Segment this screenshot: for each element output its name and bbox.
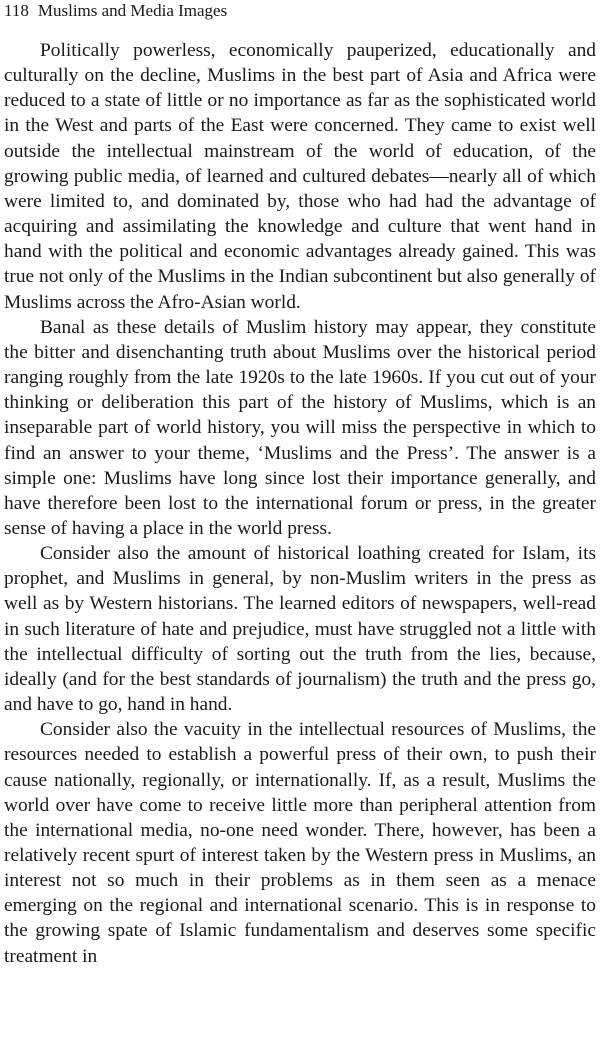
paragraph: Politically powerless, economically pauperized, educationally and culturally on the decline, Muslims in the best part of Asia and Africa were reduced to a state of little or no importance as far as the sophisticated world in the West and parts of the East were concerned. They came to exist well outside the intellectual mainstream of the world of education, of the growing public media, of learned and cultured debates—nearly all of which were limited to, and dominated by, those who had had the advantage of acquiring and assimilating the knowledge and culture that went hand in hand with the political and economic advantages already gained. This was true not only of the Muslims in the Indian subcontinent but also generally of Muslims across the Afro-Asian world. xyxy=(4,40,596,313)
paragraph: Consider also the vacuity in the intellectual resources of Muslims, the resources needed to establish a powerful press of their own, to push their cause nationally, regionally, or internationally. If, as a result, Muslims the world over have come to receive little more than peripheral attention from the international media, no-one need wonder. There, however, has been a relatively recent spurt of interest taken by the Western press in Muslims, an interest not so much in their problems as in them seen as a menace emerging on the regional and international scenario. This is in response to the growing spate of Islamic fundamentalism and deserves some specific treatment in xyxy=(4,719,596,967)
paragraph: Banal as these details of Muslim history may appear, they constitute the bitter and disenchanting truth about Muslims over the historical period ranging roughly from the late 1920s to the late 1960s. If you cut out of your thinking or deliberation this part of the history of Muslims, which is an inseparable part of world history, you will miss the perspective in which to find an answer to your theme, ‘Muslims and the Press’. The answer is a simple one: Muslims have long since lost their importance generally, and have therefore been lost to the international forum or press, in the greater sense of having a place in the world press. xyxy=(4,316,596,539)
running-title: Muslims and Media Images xyxy=(37,1,228,20)
page-number: 118 xyxy=(4,1,29,20)
running-header xyxy=(4,0,596,24)
paragraph: Consider also the amount of historical loathing created for Islam, its prophet, and Muslims in general, by non-Muslim writers in the press as well as by Western historians. The learned editors of newspapers, well-read in such literature of hate and prejudice, must have struggled not a little with the intellectual difficulty of sorting out the truth from the lies, because, ideally (and for the best standards of journalism) the truth and the press go, and have to go, hand in hand. xyxy=(4,543,596,716)
book-page xyxy=(4,0,596,969)
body-text xyxy=(4,38,596,969)
